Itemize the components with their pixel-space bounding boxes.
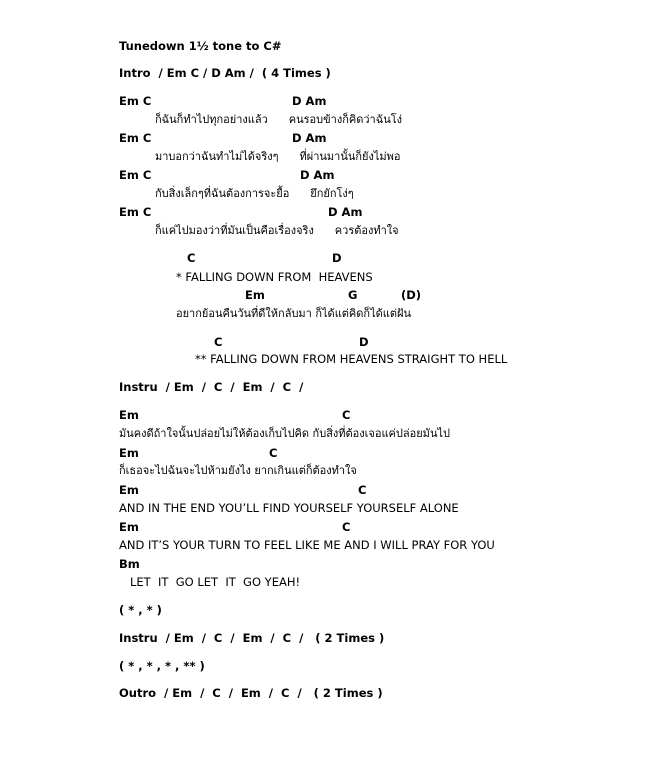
repeat-line: ( * , * ) (119, 603, 162, 617)
bridge-lyric: ก็เธอจะไปฉันจะไปห้ามยังไง ยากเกินแต่ก็ต้องทำใจ (119, 464, 357, 477)
chorus-chord: G (348, 288, 358, 302)
chorus-chord: D (332, 251, 342, 265)
bridge-chord: Em (119, 408, 139, 422)
verse-lyric: ก็แค่ไปมองว่าที่มันเป็นคือเรื่องจริง ควรต้องทำใจ (155, 224, 399, 237)
outro-line: Outro / Em / C / Em / C / ( 2 Times ) (119, 686, 383, 700)
bridge-chord: C (342, 408, 351, 422)
bridge-chord: Bm (119, 557, 140, 571)
bridge-chord: C (342, 520, 351, 534)
bridge-chord: Em (119, 483, 139, 497)
bridge-chord: C (269, 446, 278, 460)
instru-line: Instru / Em / C / Em / C / (119, 380, 304, 394)
verse-chord: Em C (119, 205, 152, 219)
chorus-chord: D (359, 335, 369, 349)
bridge-lyric: LET IT GO LET IT GO YEAH! (119, 575, 301, 589)
bridge-lyric: AND IT’S YOUR TURN TO FEEL LIKE ME AND I WILL PRAY FOR YOU (119, 538, 495, 552)
chorus-lyric: ** FALLING DOWN FROM HEAVENS STRAIGHT TO HELL (195, 352, 508, 366)
bridge-chord: Em (119, 520, 139, 534)
verse-chord: Em C (119, 168, 152, 182)
repeat-line: ( * , * , * , ** ) (119, 659, 205, 673)
chorus-lyric: * FALLING DOWN FROM HEAVENS (176, 270, 373, 284)
verse-chord: D Am (292, 94, 327, 108)
bridge-lyric: AND IN THE END YOU’LL FIND YOURSELF YOURSELF ALONE (119, 501, 459, 515)
verse-chord: D Am (328, 205, 363, 219)
instru-line: Instru / Em / C / Em / C / ( 2 Times ) (119, 631, 385, 645)
verse-lyric: มาบอกว่าฉันทำไม่ได้จริงๆ ที่ผ่านมานั้นก็ยังไม่พอ (155, 150, 401, 163)
chorus-chord: C (187, 251, 196, 265)
verse-lyric: กับสิ่งเล็กๆที่ฉันต้องการจะยื้อ ยึกยักโง่ๆ (155, 187, 354, 200)
bridge-chord: Em (119, 446, 139, 460)
verse-chord: Em C (119, 94, 152, 108)
chorus-chord: Em (245, 288, 265, 302)
verse-lyric: ก็ฉันก็ทำไปทุกอย่างแล้ว คนรอบข้างก็คิดว่าฉันโง่ (155, 113, 403, 126)
intro-line: Intro / Em C / D Am / ( 4 Times ) (119, 66, 331, 80)
chorus-lyric: อยากย้อนคืนวันที่ดีให้กลับมา ก็ได้แต่คิดก็ได้แต่ฝัน (176, 307, 411, 320)
chorus-chord: (D) (401, 288, 422, 302)
verse-chord: D Am (292, 131, 327, 145)
chorus-chord: C (214, 335, 223, 349)
bridge-chord: C (358, 483, 367, 497)
bridge-lyric: มันคงดีถ้าใจนั้นปล่อยไม่ให้ต้องเก็บไปคิด กับสิ่งที่ต้องเจอแค่ปล่อยมันไป (119, 427, 450, 440)
tuning-line: Tunedown 1½ tone to C# (119, 39, 282, 53)
verse-chord: D Am (300, 168, 335, 182)
verse-chord: Em C (119, 131, 152, 145)
